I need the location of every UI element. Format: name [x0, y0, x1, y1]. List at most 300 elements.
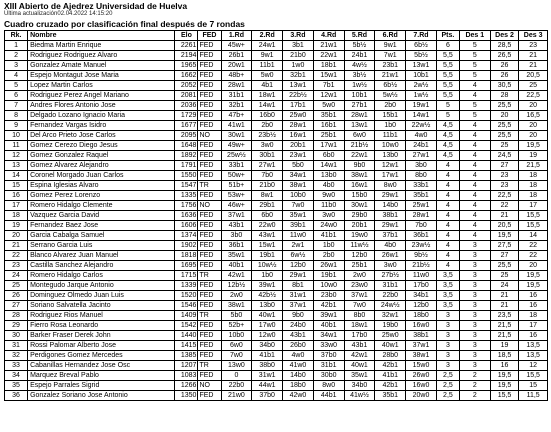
rank-cell: 3 — [5, 61, 28, 71]
round-6-cell: 25w0 — [375, 331, 406, 341]
tiebreak-2-cell: 28,5 — [490, 41, 519, 51]
round-3-cell: 42w0 — [283, 391, 314, 401]
round-4-cell: 33w0 — [313, 341, 344, 351]
round-6-cell: 31b1 — [375, 281, 406, 291]
table-row — [5, 161, 548, 171]
round-7-cell: 36b1 — [406, 231, 437, 241]
tiebreak-3-cell: 19 — [519, 151, 548, 161]
round-5-cell: 43b1 — [344, 341, 375, 351]
tiebreak-3-cell: 20 — [519, 101, 548, 111]
tiebreak-1-cell: 3 — [459, 321, 490, 331]
round-1-cell: 49w+ — [221, 141, 252, 151]
round-2-cell: 9w1 — [252, 51, 283, 61]
round-2-cell: 43w1 — [252, 231, 283, 241]
round-1-cell: 20w1 — [221, 61, 252, 71]
elo-cell: 1965 — [175, 61, 198, 71]
tiebreak-2-cell: 25,5 — [490, 121, 519, 131]
elo-cell: 1818 — [175, 251, 198, 261]
round-3-cell: 8b1 — [283, 281, 314, 291]
round-3-cell: 23w1 — [283, 151, 314, 161]
elo-cell: 2052 — [175, 81, 198, 91]
name-cell: Lopez Martin Carlos — [28, 81, 175, 91]
round-1-cell: 30w1 — [221, 131, 252, 141]
tiebreak-3-cell: 20 — [519, 121, 548, 131]
rank-cell: 13 — [5, 161, 28, 171]
points-cell: 4 — [436, 221, 459, 231]
round-6-cell: 10w0 — [375, 141, 406, 151]
name-cell: Coronel Morgado Juan Carlos — [28, 171, 175, 181]
tiebreak-3-cell: 18 — [519, 181, 548, 191]
round-5-cell: 20b1 — [344, 221, 375, 231]
round-2-cell: 31w1 — [252, 371, 283, 381]
rank-cell: 22 — [5, 251, 28, 261]
name-cell: Barker Fraser Derek John — [28, 331, 175, 341]
round-4-cell: 7b1 — [313, 81, 344, 91]
tiebreak-2-cell: 21 — [490, 301, 519, 311]
round-7-cell: 14w1 — [406, 111, 437, 121]
crosstable — [4, 30, 548, 401]
elo-cell: 1415 — [175, 341, 198, 351]
round-7-cell: 33b1 — [406, 181, 437, 191]
table-row — [5, 341, 548, 351]
round-5-cell: 17b0 — [344, 331, 375, 341]
name-cell: Marquez Breval Pablo — [28, 371, 175, 381]
round-2-cell: 16b0 — [252, 111, 283, 121]
round-7-cell: 9b½ — [406, 251, 437, 261]
round-6-cell: 7w1 — [375, 51, 406, 61]
tiebreak-3-cell: 25 — [519, 81, 548, 91]
fed-cell: FED — [198, 151, 221, 161]
round-4-cell: 40b1 — [313, 321, 344, 331]
tiebreak-1-cell: 5 — [459, 61, 490, 71]
column-header: 5.Rd — [344, 31, 375, 41]
points-cell: 3 — [436, 351, 459, 361]
round-4-cell: 22w1 — [313, 51, 344, 61]
round-4-cell: 11b0 — [313, 201, 344, 211]
round-5-cell: 42w1 — [344, 351, 375, 361]
round-7-cell: 26w0 — [406, 371, 437, 381]
points-cell: 5,5 — [436, 51, 459, 61]
elo-cell: 1385 — [175, 351, 198, 361]
round-3-cell: 22b½ — [283, 91, 314, 101]
table-row — [5, 251, 548, 261]
rank-cell: 12 — [5, 151, 28, 161]
elo-cell: 1374 — [175, 231, 198, 241]
round-4-cell: 42b1 — [313, 301, 344, 311]
tiebreak-1-cell: 4 — [459, 121, 490, 131]
round-3-cell: 6w½ — [283, 251, 314, 261]
round-6-cell: 9w1 — [375, 41, 406, 51]
rank-cell: 5 — [5, 81, 28, 91]
name-cell: Romero Hidalgo Clemente — [28, 201, 175, 211]
elo-cell: 1542 — [175, 321, 198, 331]
round-5-cell: 4w½ — [344, 61, 375, 71]
round-7-cell: 15w0 — [406, 361, 437, 371]
round-2-cell: 42b½ — [252, 291, 283, 301]
round-1-cell: 53w+ — [221, 191, 252, 201]
fed-cell: FED — [198, 91, 221, 101]
rank-cell: 31 — [5, 341, 28, 351]
round-2-cell: 2b0 — [252, 121, 283, 131]
round-5-cell: 7w0 — [344, 301, 375, 311]
round-2-cell: 10w½ — [252, 261, 283, 271]
points-cell: 4 — [436, 161, 459, 171]
round-4-cell: 4b0 — [313, 181, 344, 191]
round-7-cell: 5b½ — [406, 51, 437, 61]
round-7-cell: 20w0 — [406, 391, 437, 401]
table-row — [5, 171, 548, 181]
round-7-cell: 17b0 — [406, 281, 437, 291]
round-6-cell: 27b½ — [375, 271, 406, 281]
round-2-cell: 37b0 — [252, 391, 283, 401]
round-1-cell: 40b1 — [221, 261, 252, 271]
column-header: Elo — [175, 31, 198, 41]
points-cell: 5,5 — [436, 61, 459, 71]
round-5-cell: 18w1 — [344, 321, 375, 331]
tiebreak-3-cell: 15,5 — [519, 371, 548, 381]
round-5-cell: 22w1 — [344, 151, 375, 161]
fed-cell: FED — [198, 291, 221, 301]
round-5-cell: 10b1 — [344, 91, 375, 101]
tiebreak-1-cell: 3 — [459, 301, 490, 311]
round-2-cell: 7b0 — [252, 171, 283, 181]
table-row — [5, 121, 548, 131]
round-7-cell: 11w0 — [406, 271, 437, 281]
points-cell: 3 — [436, 341, 459, 351]
tiebreak-1-cell: 3 — [459, 341, 490, 351]
round-6-cell: 24w½ — [375, 301, 406, 311]
name-cell: Espina Iglesias Alvaro — [28, 181, 175, 191]
tiebreak-3-cell: 16 — [519, 331, 548, 341]
points-cell: 2,5 — [436, 391, 459, 401]
tiebreak-3-cell: 13,5 — [519, 351, 548, 361]
round-2-cell: 1b0 — [252, 271, 283, 281]
round-3-cell: 12b0 — [283, 261, 314, 271]
name-cell: Fernandez Vargas Isidro — [28, 121, 175, 131]
tiebreak-3-cell: 17 — [519, 321, 548, 331]
round-3-cell: 4w0 — [283, 351, 314, 361]
name-cell: Gomez Cerezo Diego Jesus — [28, 141, 175, 151]
table-row — [5, 131, 548, 141]
tiebreak-1-cell: 4 — [459, 81, 490, 91]
name-cell: Del Arco Prieto Jose Carlos — [28, 131, 175, 141]
tiebreak-3-cell: 16 — [519, 291, 548, 301]
points-cell: 5 — [436, 111, 459, 121]
tiebreak-2-cell: 16 — [490, 361, 519, 371]
rank-cell: 9 — [5, 121, 28, 131]
points-cell: 2,5 — [436, 381, 459, 391]
tiebreak-3-cell: 13,5 — [519, 341, 548, 351]
name-cell: Rossi Palomar Alberto Jose — [28, 341, 175, 351]
round-3-cell: 32b1 — [283, 71, 314, 81]
rank-cell: 33 — [5, 361, 28, 371]
table-row — [5, 311, 548, 321]
round-3-cell: 9b0 — [283, 311, 314, 321]
round-2-cell: 34b0 — [252, 341, 283, 351]
round-6-cell: 11b1 — [375, 131, 406, 141]
round-1-cell: 12b½ — [221, 281, 252, 291]
fed-cell: FED — [198, 101, 221, 111]
round-6-cell: 21w1 — [375, 71, 406, 81]
rank-cell: 15 — [5, 181, 28, 191]
tiebreak-2-cell: 25 — [490, 141, 519, 151]
round-4-cell: 37b0 — [313, 351, 344, 361]
round-2-cell: 13b0 — [252, 301, 283, 311]
round-5-cell: 29b0 — [344, 211, 375, 221]
round-7-cell: 38b1 — [406, 331, 437, 341]
round-5-cell: 24b1 — [344, 51, 375, 61]
round-6-cell: 35b1 — [375, 391, 406, 401]
tiebreak-3-cell: 15,5 — [519, 211, 548, 221]
round-7-cell: 38w1 — [406, 351, 437, 361]
round-1-cell: 32b1 — [221, 101, 252, 111]
round-2-cell: 24w1 — [252, 41, 283, 51]
tiebreak-1-cell: 3 — [459, 251, 490, 261]
table-row — [5, 261, 548, 271]
round-4-cell: 30b0 — [313, 371, 344, 381]
round-5-cell: 8b0 — [344, 311, 375, 321]
round-1-cell: 26b1 — [221, 51, 252, 61]
round-6-cell: 23b1 — [375, 61, 406, 71]
round-5-cell: 35w1 — [344, 371, 375, 381]
round-6-cell: 42b1 — [375, 361, 406, 371]
tiebreak-1-cell: 4 — [459, 151, 490, 161]
name-cell: Andres Flores Antonio Jose — [28, 101, 175, 111]
round-2-cell: 27w1 — [252, 161, 283, 171]
round-2-cell: 14w1 — [252, 101, 283, 111]
tiebreak-3-cell: 20 — [519, 261, 548, 271]
round-5-cell: 23w0 — [344, 281, 375, 291]
round-4-cell: 25b1 — [313, 131, 344, 141]
round-6-cell: 2b0 — [375, 101, 406, 111]
fed-cell: FED — [198, 61, 221, 71]
round-3-cell: 2w1 — [283, 241, 314, 251]
round-1-cell: 52b+ — [221, 321, 252, 331]
rank-cell: 28 — [5, 311, 28, 321]
round-4-cell: 17w1 — [313, 141, 344, 151]
tiebreak-3-cell: 23 — [519, 41, 548, 51]
points-cell: 3,5 — [436, 271, 459, 281]
round-4-cell: 5w0 — [313, 101, 344, 111]
column-header: Rk. — [5, 31, 28, 41]
round-1-cell: 45w+ — [221, 41, 252, 51]
elo-cell: 2194 — [175, 51, 198, 61]
tiebreak-3-cell: 14 — [519, 231, 548, 241]
name-cell: Espejo Montagut Jose Maria — [28, 71, 175, 81]
points-cell: 3 — [436, 361, 459, 371]
tiebreak-1-cell: 4 — [459, 141, 490, 151]
tiebreak-1-cell: 3 — [459, 291, 490, 301]
rank-cell: 20 — [5, 231, 28, 241]
table-row — [5, 181, 548, 191]
fed-cell: FED — [198, 351, 221, 361]
round-7-cell: 24b1 — [406, 141, 437, 151]
tiebreak-1-cell: 5 — [459, 71, 490, 81]
round-2-cell: 44w1 — [252, 381, 283, 391]
points-cell: 4 — [436, 191, 459, 201]
round-1-cell: 36b1 — [221, 241, 252, 251]
rank-cell: 6 — [5, 91, 28, 101]
fed-cell: FED — [198, 321, 221, 331]
round-6-cell: 29w1 — [375, 221, 406, 231]
round-1-cell: 51b+ — [221, 181, 252, 191]
tiebreak-2-cell: 28 — [490, 91, 519, 101]
name-cell: Gonzalez Amate Manuel — [28, 61, 175, 71]
elo-cell: 1083 — [175, 371, 198, 381]
points-cell: 3,5 — [436, 301, 459, 311]
table-row — [5, 191, 548, 201]
round-5-cell: 1w½ — [344, 81, 375, 91]
rank-cell: 35 — [5, 381, 28, 391]
fed-cell: TR — [198, 361, 221, 371]
elo-cell: 2261 — [175, 41, 198, 51]
elo-cell: 1695 — [175, 261, 198, 271]
round-7-cell: 23w½ — [406, 241, 437, 251]
round-7-cell: 27w1 — [406, 151, 437, 161]
tiebreak-1-cell: 4 — [459, 211, 490, 221]
column-header: Pts. — [436, 31, 459, 41]
round-4-cell: 16b1 — [313, 121, 344, 131]
round-4-cell: 12w1 — [313, 91, 344, 101]
name-cell: Serrano Garcia Luis — [28, 241, 175, 251]
round-3-cell: 20b1 — [283, 141, 314, 151]
table-row — [5, 331, 548, 341]
name-cell: Castilla Sanchez Alejandro — [28, 261, 175, 271]
fed-cell: FED — [198, 251, 221, 261]
round-4-cell: 13b0 — [313, 171, 344, 181]
tiebreak-3-cell: 19,5 — [519, 281, 548, 291]
round-6-cell: 32w1 — [375, 311, 406, 321]
round-7-cell: 16w0 — [406, 381, 437, 391]
tiebreak-2-cell: 25 — [490, 271, 519, 281]
tiebreak-3-cell: 22 — [519, 241, 548, 251]
round-3-cell: 24b0 — [283, 321, 314, 331]
tiebreak-2-cell: 23 — [490, 181, 519, 191]
round-3-cell: 10b0 — [283, 191, 314, 201]
round-6-cell: 17w1 — [375, 171, 406, 181]
name-cell: Gomez Alvarez Alejandro — [28, 161, 175, 171]
round-1-cell: 31b1 — [221, 91, 252, 101]
round-5-cell: 28w1 — [344, 111, 375, 121]
elo-cell: 1546 — [175, 301, 198, 311]
tiebreak-3-cell: 15,5 — [519, 221, 548, 231]
elo-cell: 1892 — [175, 151, 198, 161]
rank-cell: 24 — [5, 271, 28, 281]
tiebreak-3-cell: 20 — [519, 131, 548, 141]
round-2-cell: 3w0 — [252, 141, 283, 151]
table-row — [5, 391, 548, 401]
tiebreak-3-cell: 17 — [519, 201, 548, 211]
round-7-cell: 13w1 — [406, 61, 437, 71]
table-row — [5, 111, 548, 121]
round-7-cell: 8b0 — [406, 171, 437, 181]
tiebreak-2-cell: 23 — [490, 171, 519, 181]
round-7-cell: 10b1 — [406, 71, 437, 81]
fed-cell: FED — [198, 341, 221, 351]
round-4-cell: 10w0 — [313, 281, 344, 291]
rank-cell: 32 — [5, 351, 28, 361]
fed-cell: FED — [198, 191, 221, 201]
table-row — [5, 241, 548, 251]
round-4-cell: 19b1 — [313, 271, 344, 281]
round-3-cell: 34w1 — [283, 171, 314, 181]
fed-cell: FED — [198, 81, 221, 91]
round-6-cell: 40w1 — [375, 341, 406, 351]
fed-cell: FED — [198, 231, 221, 241]
points-cell: 5,5 — [436, 91, 459, 101]
tiebreak-2-cell: 19,5 — [490, 381, 519, 391]
round-1-cell: 50w+ — [221, 171, 252, 181]
table-row — [5, 361, 548, 371]
fed-cell: FED — [198, 241, 221, 251]
points-cell: 5 — [436, 101, 459, 111]
fed-cell: FED — [198, 41, 221, 51]
table-row — [5, 101, 548, 111]
round-3-cell: 7w0 — [283, 201, 314, 211]
tiebreak-1-cell: 4 — [459, 131, 490, 141]
round-3-cell: 5b0 — [283, 161, 314, 171]
points-cell: 4,5 — [436, 131, 459, 141]
points-cell: 4,5 — [436, 151, 459, 161]
round-3-cell: 1w0 — [283, 61, 314, 71]
column-header: 3.Rd — [283, 31, 314, 41]
round-7-cell: 22w½ — [406, 121, 437, 131]
round-3-cell: 25w0 — [283, 111, 314, 121]
fed-cell: NO — [198, 131, 221, 141]
elo-cell: 1440 — [175, 331, 198, 341]
name-cell: Gonzalez Soriano Jose Antonio — [28, 391, 175, 401]
fed-cell: FED — [198, 261, 221, 271]
table-row — [5, 201, 548, 211]
tiebreak-3-cell: 18 — [519, 191, 548, 201]
fed-cell: FED — [198, 391, 221, 401]
table-row — [5, 81, 548, 91]
round-4-cell: 14w1 — [313, 161, 344, 171]
elo-cell: 1791 — [175, 161, 198, 171]
tiebreak-1-cell: 3 — [459, 241, 490, 251]
tiebreak-1-cell: 4 — [459, 231, 490, 241]
tiebreak-2-cell: 24 — [490, 281, 519, 291]
round-3-cell: 38w1 — [283, 181, 314, 191]
tiebreak-2-cell: 27 — [490, 161, 519, 171]
tiebreak-2-cell: 23,5 — [490, 311, 519, 321]
round-4-cell: 39w1 — [313, 311, 344, 321]
round-3-cell: 14b0 — [283, 371, 314, 381]
table-row — [5, 291, 548, 301]
round-7-cell: 37w1 — [406, 341, 437, 351]
column-header: FED — [198, 31, 221, 41]
points-cell: 4,5 — [436, 141, 459, 151]
round-6-cell: 3w0 — [375, 261, 406, 271]
elo-cell: 1729 — [175, 111, 198, 121]
round-5-cell: 21b½ — [344, 141, 375, 151]
round-5-cell: 25b1 — [344, 261, 375, 271]
points-cell: 4 — [436, 181, 459, 191]
round-1-cell: 0 — [221, 371, 252, 381]
round-3-cell: 17b1 — [283, 101, 314, 111]
round-1-cell: 43b1 — [221, 221, 252, 231]
round-2-cell: 17w0 — [252, 321, 283, 331]
round-4-cell: 3w0 — [313, 211, 344, 221]
table-row — [5, 211, 548, 221]
round-7-cell: 28w1 — [406, 211, 437, 221]
round-1-cell: 38w1 — [221, 301, 252, 311]
round-1-cell: 13w0 — [221, 361, 252, 371]
round-6-cell: 8w0 — [375, 181, 406, 191]
crosstable-subtitle: Cuadro cruzado por clasificación final después de 7 rondas — [4, 19, 245, 29]
column-header: Des 1 — [459, 31, 490, 41]
round-7-cell: 19w1 — [406, 101, 437, 111]
